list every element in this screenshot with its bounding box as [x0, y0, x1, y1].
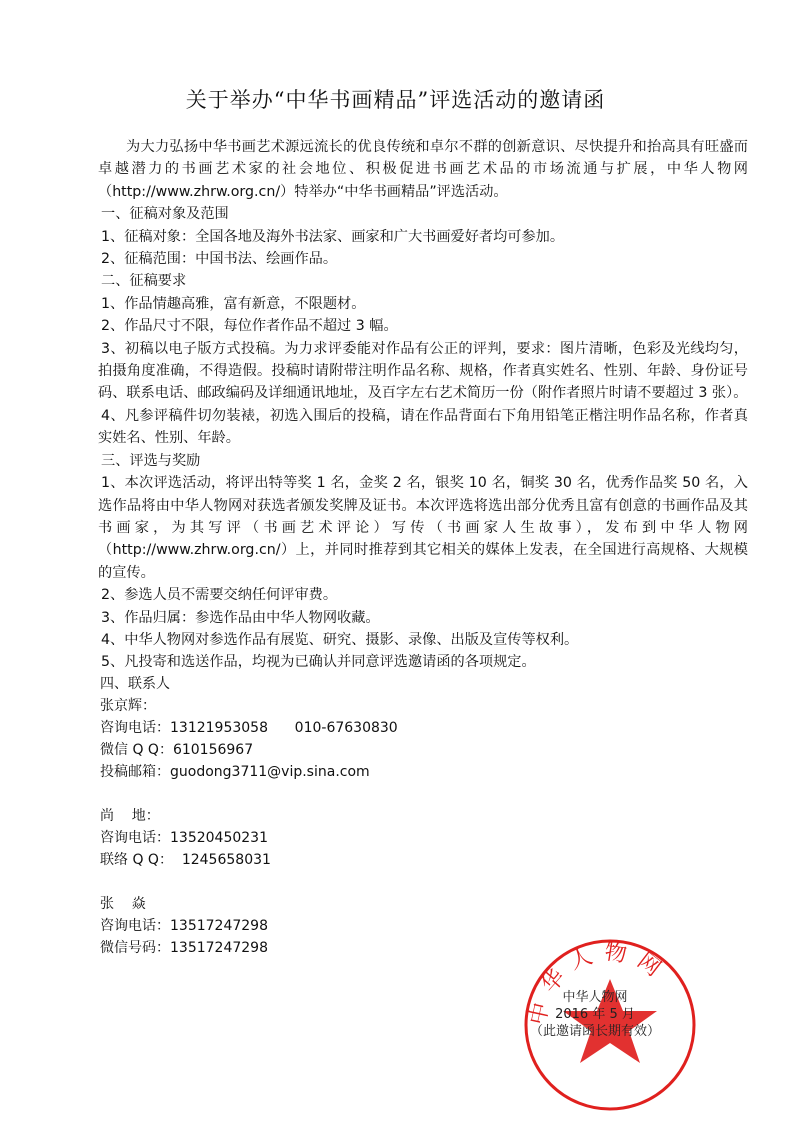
list-item: 2、作品尺寸不限，每位作者作品不超过 3 幅。 — [101, 318, 398, 335]
section-heading-4: 四、联系人 — [100, 676, 170, 692]
contact-wechat: 微信号码：13517247298 — [100, 940, 268, 956]
contact-email: 投稿邮箱：guodong3711@vip.sina.com — [100, 764, 370, 780]
list-item: 4、凡参评稿件切勿装裱，初选入围后的投稿，请在作品背面右下角用铅笔正楷注明作品名称，作者真实姓名、性别、年龄。 — [98, 407, 748, 447]
seal-org: 中华人物网 — [562, 990, 628, 1005]
contact-qq: 微信 Q Q：610156967 — [100, 742, 254, 758]
list-item: 2、参选人员不需要交纳任何评审费。 — [101, 587, 338, 604]
seal-arc-text: 中华人物网 — [525, 939, 674, 1028]
intro-paragraph: 为大力弘扬中华书画艺术源远流长的优良传统和卓尔不群的创新意识、尽快提升和抬高具有旺盛而卓越潜力的书画艺术家的社会地位、积极促进书画艺术品的市场流通与扩展，中华人物网（http://www.zhrw.org.cn/）特举办“中华书画精品”评选活动。 — [98, 139, 748, 200]
section-heading-3: 三、评选与奖励 — [101, 452, 201, 469]
contact-qq: 联络 Q Q： 1245658031 — [100, 852, 271, 868]
contact-phone: 咨询电话：13517247298 — [100, 918, 268, 934]
contact-phone: 咨询电话：13520450231 — [100, 830, 268, 846]
list-item: 4、中华人物网对参选作品有展览、研究、摄影、录像、出版及宣传等权利。 — [101, 631, 579, 648]
list-item: 5、凡投寄和选送作品，均视为已确认并同意评选邀请函的各项规定。 — [101, 654, 536, 671]
seal-validity: （此邀请函长期有效） — [529, 1024, 660, 1039]
contact-name: 尚 地： — [100, 808, 160, 824]
list-item: 1、征稿对象：全国各地及海外书法家、画家和广大书画爱好者均可参加。 — [101, 228, 565, 245]
section-heading-1: 一、征稿对象及范围 — [101, 206, 229, 223]
contact-name: 张 焱 — [100, 896, 146, 912]
seal-date: 2016 年 5 月 — [555, 1007, 635, 1022]
list-item: 3、作品归属：参选作品由中华人物网收藏。 — [101, 609, 380, 626]
list-item: 1、本次评选活动，将评出特等奖 1 名，金奖 2 名，银奖 10 名，铜奖 30 名，优秀作品奖 50 名，入选作品将由中华人物网对获选者颁发奖牌及证书。本次评选将选出部分优秀且富有创意的书画作品及其书画家，为其写评（书画艺术评论）写传（书画家人生故事），发布到中华人物网（http://www.zhrw.org.cn/）上，并同时推荐到其它相关的媒体上发表，在全国进行高规格、大规模的宣传。 — [98, 475, 748, 581]
list-item: 3、初稿以电子版方式投稿。为力求评委能对作品有公正的评判，要求：图片清晰，色彩及光线均匀，拍摄角度准确，不得造假。投稿时请附带注明作品名称、规格，作者真实姓名、性别、年龄、身份证号码、联系电话、邮政编码及详细通讯地址，及百字左右艺术简历一份（附作者照片时请不要超过 3 张）。 — [98, 340, 748, 402]
contacts-section — [100, 673, 398, 959]
document-title: 关于举办“中华书画精品”评选活动的邀请函 — [185, 88, 606, 112]
list-item: 1、作品情趣高雅，富有新意，不限题材。 — [101, 295, 366, 312]
list-item: 2、征稿范围：中国书法、绘画作品。 — [101, 251, 338, 268]
document-body — [98, 136, 748, 674]
contact-name: 张京辉： — [100, 698, 156, 714]
seal-caption — [505, 989, 685, 1040]
section-heading-2: 二、征稿要求 — [101, 273, 187, 290]
contact-phone: 咨询电话：13121953058 010-67630830 — [100, 720, 398, 736]
